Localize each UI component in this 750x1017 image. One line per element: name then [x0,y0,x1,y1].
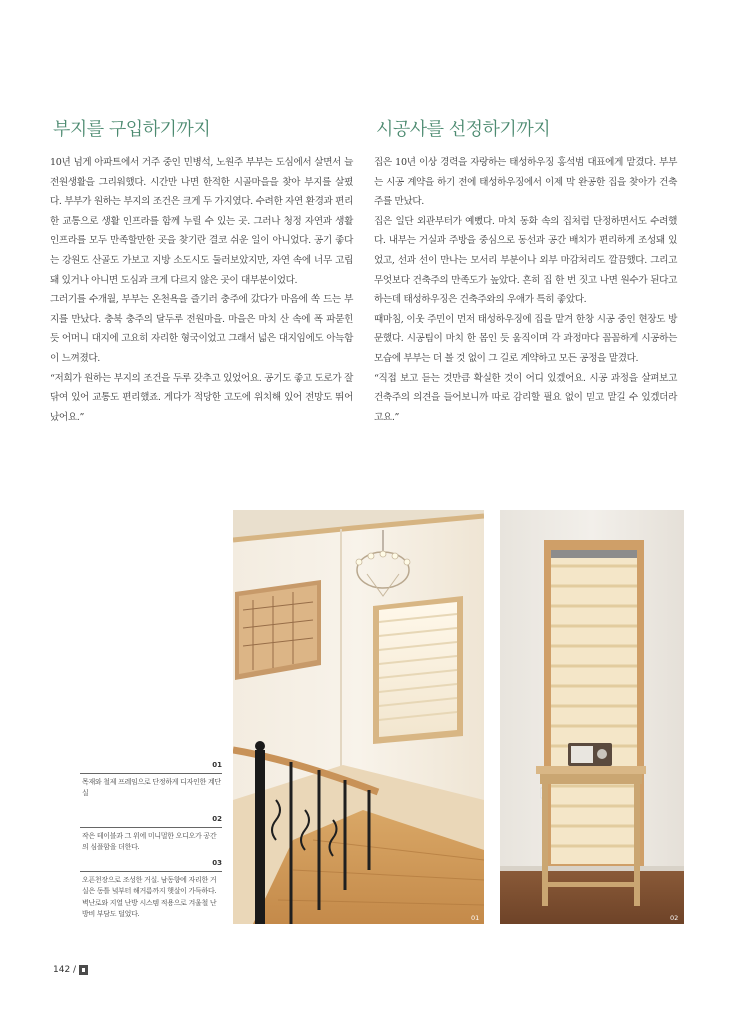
caption-text: 오픈천장으로 조성한 거실. 남동향에 자리한 거실은 동틀 녘부터 해거름까지 햇살이 가득하다. 벽난로와 지열 난방 시스템 적용으로 겨울철 난방비 부담도 덜었다. [82,875,217,918]
quote-paragraph: “저희가 원하는 부지의 조건을 두루 갖추고 있었어요. 공기도 좋고 도로가 잘 닦여 있어 교통도 편리했죠. 게다가 적당한 고도에 위치해 있어 전망도 뛰어났어요.” [50,372,353,423]
caption-03 [80,858,222,921]
house-icon [79,965,88,975]
paragraph: 10년 넘게 아파트에서 거주 중인 민병석, 노원주 부부는 도심에서 살면서 늘 전원생활을 그리워했다. 시간만 나면 한적한 시골마을을 찾아 부지를 살폈다. 부부가 원하는 부지의 조건은 크게 두 가지였다. 수려한 자연 환경과 편리한 교통으로 생활 인프라를 함께 누릴 수 있는 곳. 그러나 청정 자연과 생활 인프라를 모두 만족할만한 곳을 찾기란 결코 쉬운 일이 아니었다. 공기 좋다는 강원도 산골도 가보고 지방 소도시도 둘러보았지만, 자연 속에 너무 고립돼 있거나 아니면 도심과 크게 다르지 않은 곳이 대부분이었다. [50,157,353,286]
body-column-left [50,153,353,427]
caption-number: 02 [80,814,222,828]
caption-text: 작은 테이블과 그 위에 미니멀한 오디오가 공간의 심플함을 더한다. [82,831,217,851]
paragraph: 때마침, 이웃 주민이 먼저 태성하우징에 집을 맡겨 한창 시공 중인 현장도 방문했다. 시공팀이 마치 한 몸인 듯 움직이며 각 과정마다 꼼꼼하게 시공하는 모습에 부부는 더 볼 것 없이 그 길로 계약하고 모든 공정을 맡겼다. [374,313,677,364]
page-footer [53,965,88,975]
caption-number: 01 [80,760,222,774]
caption-text: 목재와 철제 프레임으로 단정하게 디자인한 계단실 [82,777,221,797]
window-table-photo [500,510,684,924]
caption-02 [80,814,222,854]
caption-number: 03 [80,858,222,872]
page-number: 142 / [53,965,77,975]
paragraph: 집은 일단 외관부터가 예뻤다. 마치 동화 속의 집처럼 단정하면서도 수려했다. 내부는 거실과 주방을 중심으로 동선과 공간 배치가 편리하게 조성돼 있었고, 선과 선이 만나는 모서리 부분이나 외부 마감처리도 깔끔했다. 그리고 무엇보다 건축주의 만족도가 높았다. 흔히 집 한 번 짓고 나면 원수가 된다고 하는데 태성하우징은 건축주와의 우애가 특히 좋았다. [374,215,677,306]
section-heading-land: 부지를 구입하기까지 [53,119,211,140]
section-heading-builder: 시공사를 선정하기까지 [376,119,551,140]
photo-number: 02 [670,914,679,922]
paragraph: 집은 10년 이상 경력을 자랑하는 태성하우징 홍석범 대표에게 맡겼다. 부부는 시공 계약을 하기 전에 태성하우징에서 이제 막 완공한 집을 찾아가 건축주를 만났다. [374,157,677,208]
quote-paragraph: “직접 보고 듣는 것만큼 확실한 것이 어디 있겠어요. 시공 과정을 살펴보고 건축주의 의견을 들어보니까 따로 감리할 필요 없이 믿고 맡길 수 있겠더라고요.” [374,372,677,423]
staircase-photo [233,510,484,924]
body-column-right [374,153,677,427]
caption-01 [80,760,222,800]
photo-number: 01 [471,914,480,922]
paragraph: 그러기를 수개월, 부부는 온천욕을 즐기러 충주에 갔다가 마음에 쏙 드는 부지를 만났다. 충북 충주의 달두루 전원마을. 마을은 마치 산 속에 폭 파묻힌 듯 어머니 대지에 고요히 자리한 형국이었고 그래서 넓은 대지임에도 아늑함이 느껴졌다. [50,294,353,364]
